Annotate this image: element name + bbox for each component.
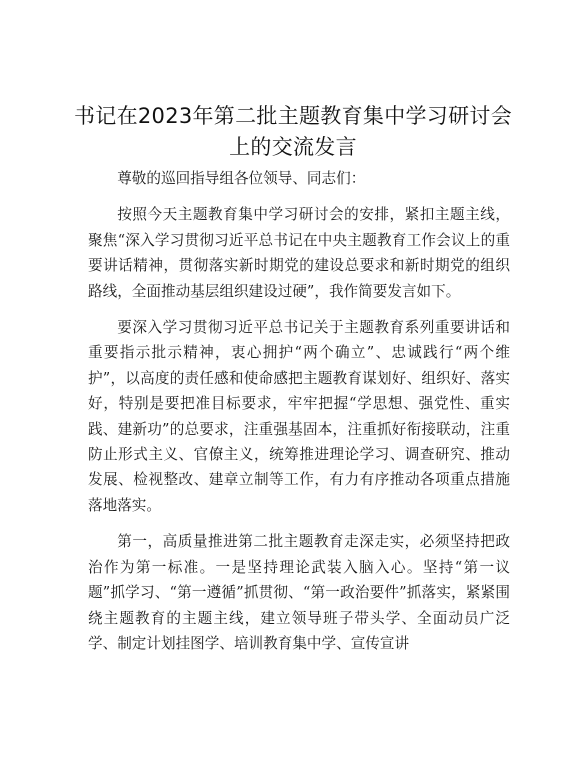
greeting-line: 尊敬的巡回指导组各位领导、同志们：: [117, 170, 366, 187]
document-title: [70, 101, 516, 163]
paragraph-3: 第一，高质量推进第二批主题教育走深走实，必须坚持把政治作为第一标准。一是坚持理论武装入脑入心。坚持“第一议题”抓学习、“第一遵循”抓贯彻、“第一政治要件”抓落实，紧紧围绕主题教育的主题主线，建立领导班子带头学、全面动员广泛学、制定计划挂图学、培训教育集中学、宣传宣讲: [88, 533, 510, 652]
title-line-2: 上的交流发言: [229, 135, 357, 159]
document-body: [88, 166, 510, 656]
title-line-1: 书记在2023年第二批主题教育集中学习研讨会: [73, 104, 513, 128]
paragraph-2: 要深入学习贯彻习近平总书记关于主题教育系列重要讲话和重要指示批示精神，衷心拥护“两个确立”、忠诚践行“两个维护”，以高度的责任感和使命感把主题教育谋划好、组织好、落实好，特别是要把准目标要求，牢牢把握“学思想、强党性、重实践、建新功”的总要求，注重强基固本，注重抓好衔接联动，注重防止形式主义、官僚主义，统筹推进理论学习、调查研究、推动发展、检视整改、建章立制等工作，有力有序推动各项重点措施落地落实。: [88, 319, 510, 514]
paragraph-1: 按照今天主题教育集中学习研讨会的安排，紧扣主题主线，聚焦“深入学习贯彻习近平总书记在中央主题教育工作会议上的重要讲话精神，贯彻落实新时期党的建设总要求和新时期党的组织路线，全面推动基层组织建设过硬”，我作简要发言如下。: [88, 206, 510, 300]
